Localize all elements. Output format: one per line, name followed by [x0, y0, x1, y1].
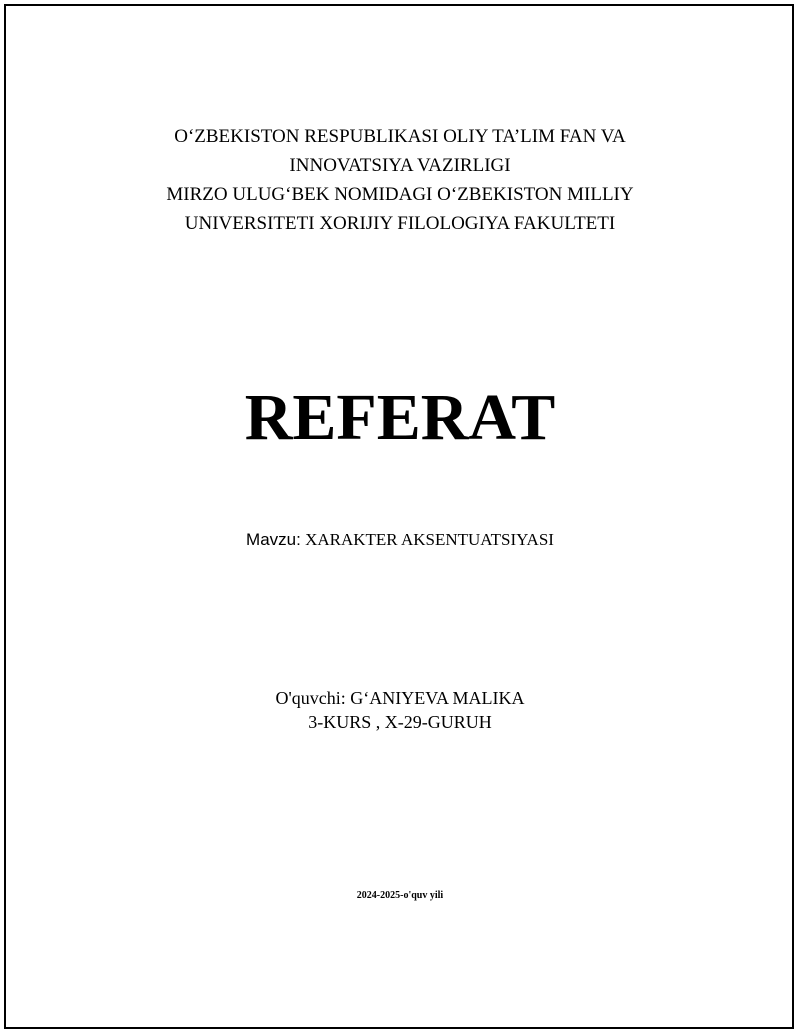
student-course-group: 3-KURS , X-29-GURUH	[308, 712, 492, 732]
student-name-line	[0, 686, 800, 710]
academic-year: 2024-2025-o'quv yili	[356, 890, 444, 901]
header-line: INNOVATSIYA VAZIRLIGI	[289, 155, 511, 176]
topic-line	[0, 528, 800, 552]
institution-header	[0, 122, 800, 238]
header-line: UNIVERSITETI XORIJIY FILOLOGIYA FAKULTETI	[184, 213, 616, 234]
header-line: O‘ZBEKISTON RESPUBLIKASI OLIY TA’LIM FAN VA	[174, 126, 626, 147]
document-title: REFERAT	[244, 381, 556, 454]
student-name: G‘ANIYEVA MALIKA	[350, 688, 525, 708]
student-label: O'quvchi:	[275, 688, 346, 708]
header-line: MIRZO ULUG‘BEK NOMIDAGI O‘ZBEKISTON MILLIY	[166, 184, 634, 205]
topic-value: XARAKTER AKSENTUATSIYASI	[305, 530, 554, 549]
student-info	[0, 686, 800, 734]
topic-label: Mavzu:	[246, 530, 301, 549]
